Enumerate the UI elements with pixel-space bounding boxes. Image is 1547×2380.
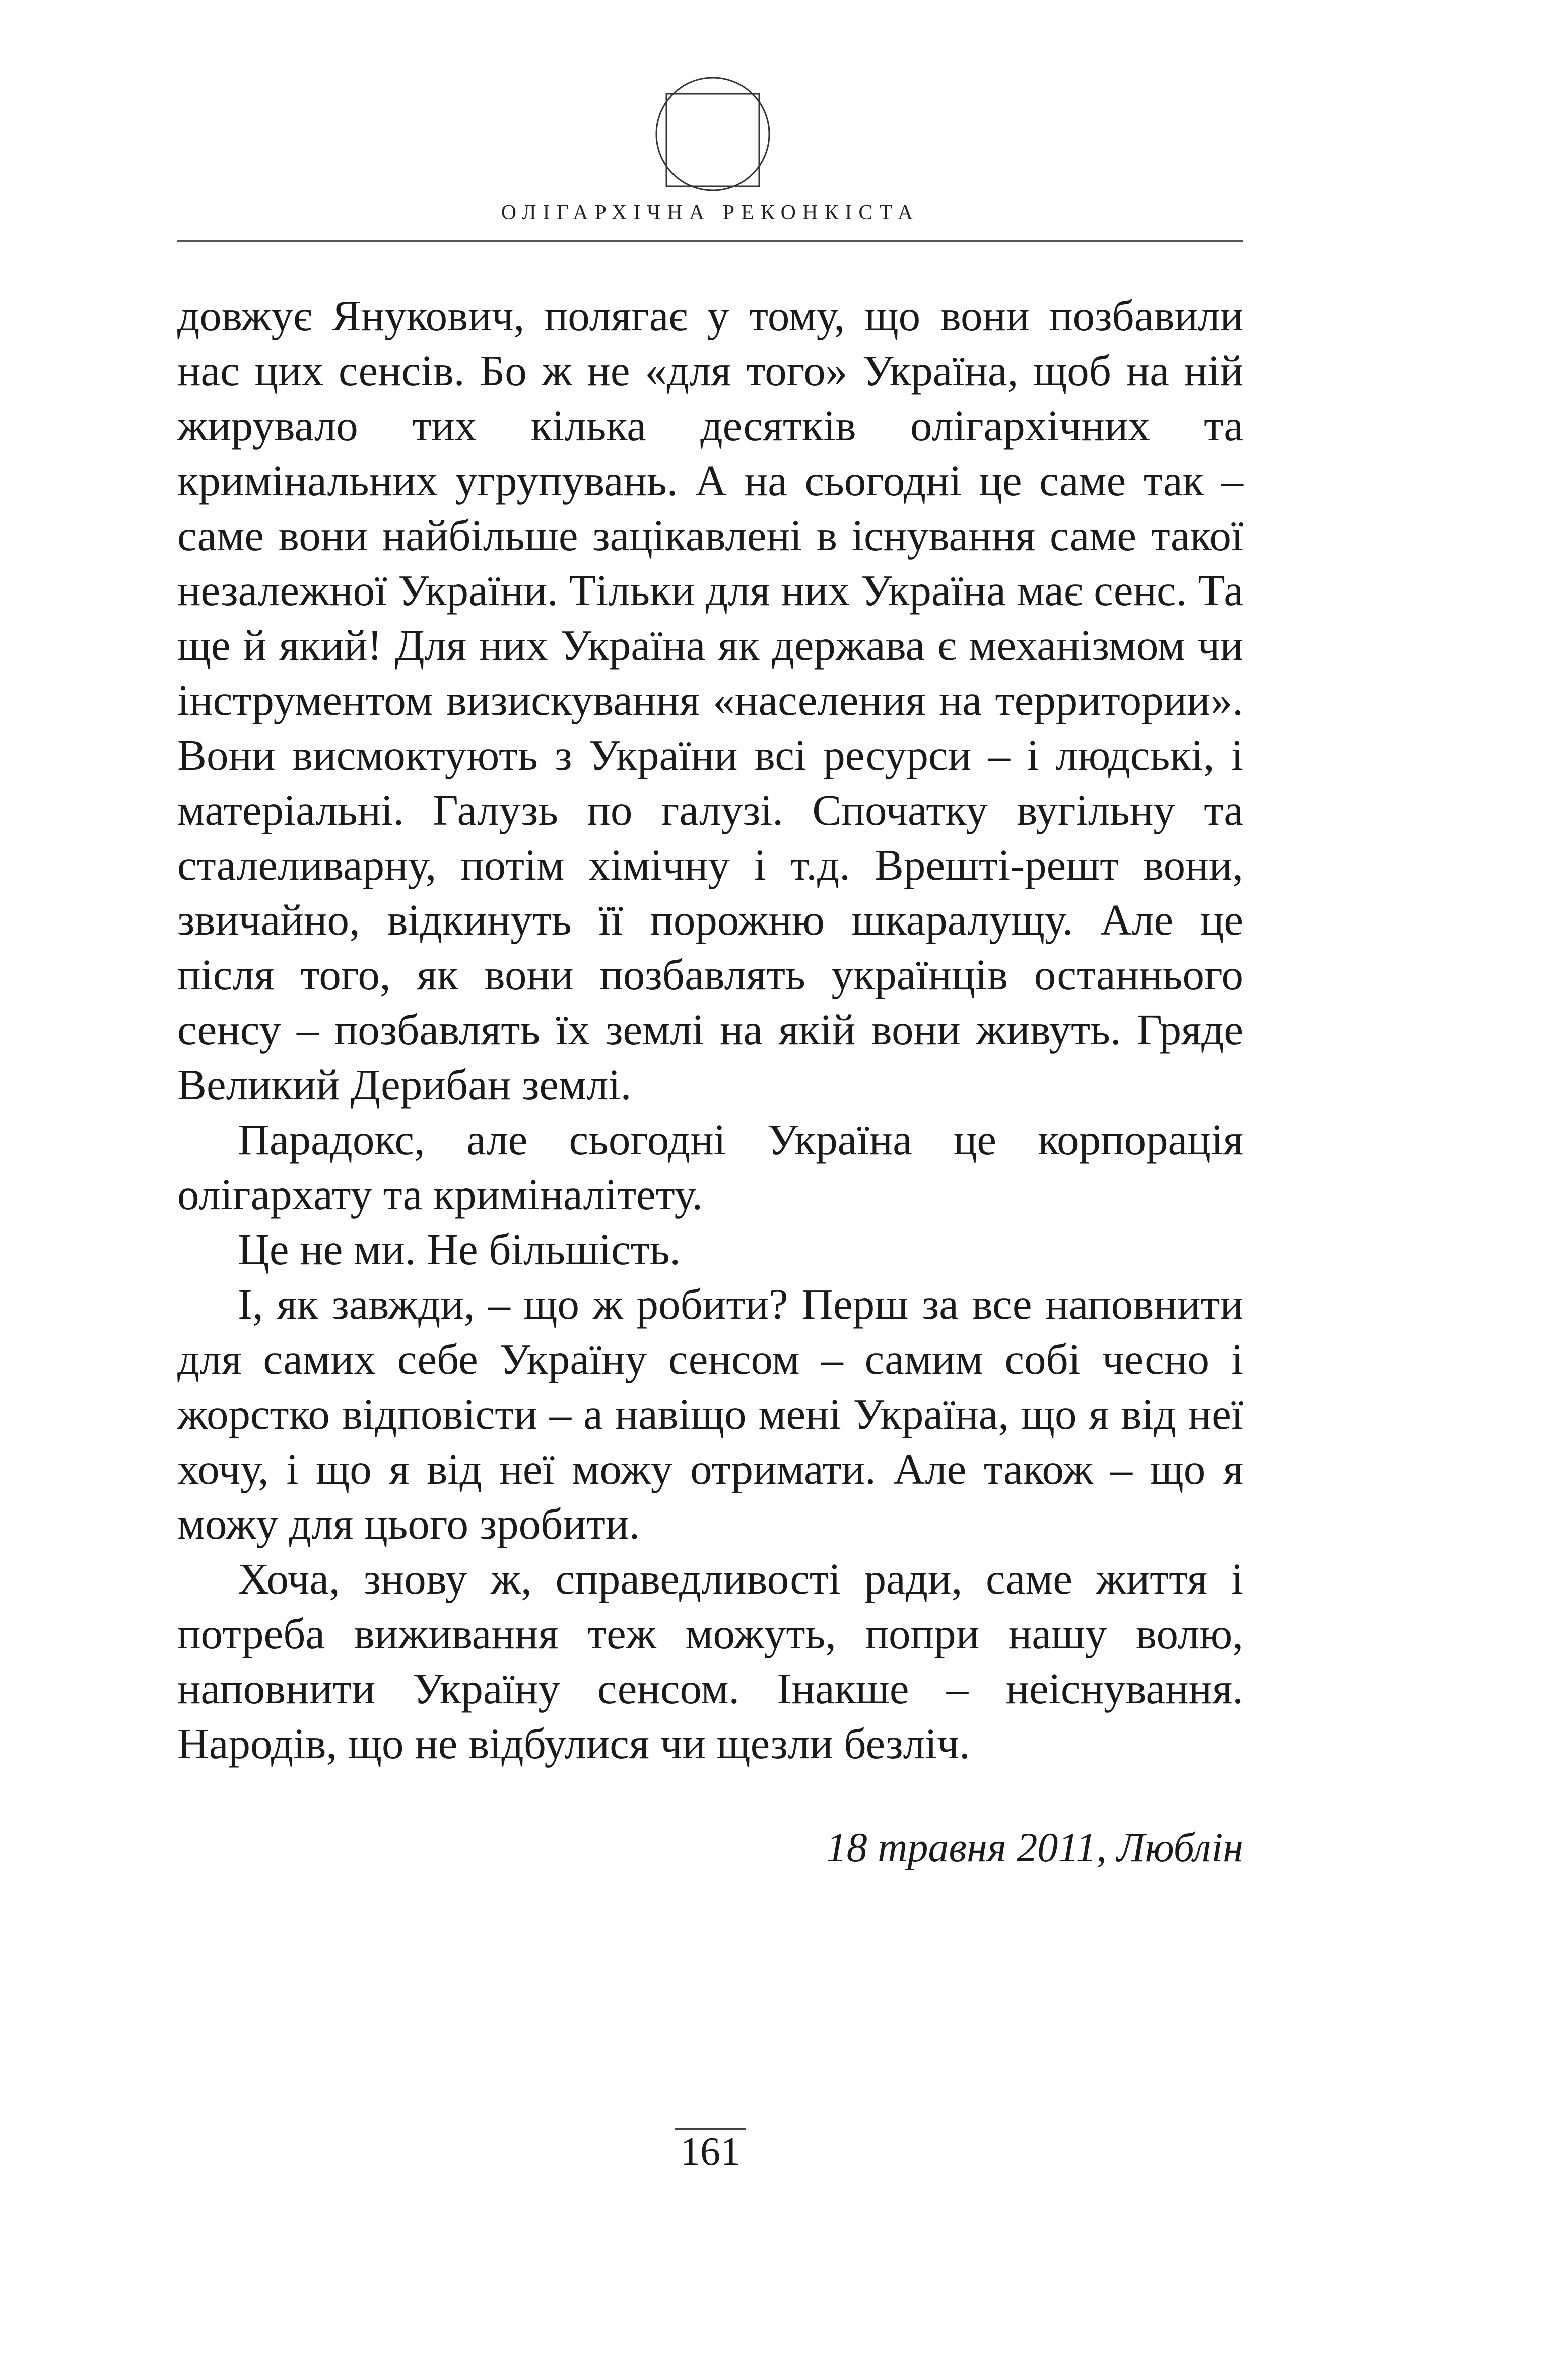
circle-square-emblem-icon xyxy=(653,75,772,193)
paragraph-2: Парадокс, але сьогодні Україна це корпорація олігархату та криміналітету. xyxy=(177,1115,1243,1219)
paragraph-1: довжує Янукович, полягає у тому, що вони позбавили нас цих сенсів. Бо ж не «для того» Україна, щоб на ній жирувало тих кілька десятків олігархічних та кримінальних угрупувань. А на сьогодні це саме так – саме вони найбільше зацікавлені в існування саме такої незалежної України. Тільки для них Україна має сенс. Та ще й який! Для них Україна як держава є механізмом чи інструментом визискування «населения на территории». Вони висмоктують з України всі ресурси – і людські, і матеріальні. Галузь по галузі. Спочатку вугільну та сталеливарну, потім хімічну і т.д. Врешті-решт вони, звичайно, відкинуть її порожню шкаралущу. Але це після того, як вони позбавлять українців останнього сенсу – позбавлять їх землі на якій вони живуть. Гряде Великий Дерибан землі. xyxy=(177,291,1243,1109)
page-number: 161 xyxy=(680,2130,741,2174)
header-rule xyxy=(177,240,1243,242)
paragraph-3: Це не ми. Не більшість. xyxy=(238,1225,681,1274)
paragraph-5: Хоча, знову ж, справедливості ради, саме життя і потреба виживання теж можуть, попри нашу волю, наповнити Україну сенсом. Інакше – неіснування. Народів, що не відбулися чи щезли безліч. xyxy=(177,1554,1243,1768)
body-text xyxy=(177,288,1243,1771)
paragraph-4: І, як завжди, – що ж робити? Перш за все наповнити для самих себе Україну сенсом – самим собі чесно і жорстко відповісти – а навіщо мені Україна, що я від неї хочу, і що я від неї можу отримати. Але також – що я можу для цього зробити. xyxy=(177,1280,1243,1548)
date-place-signature: 18 травня 2011, Люблін xyxy=(826,1824,1243,1870)
running-head: ОЛІГАРХІЧНА РЕКОНКІСТА xyxy=(501,201,920,224)
